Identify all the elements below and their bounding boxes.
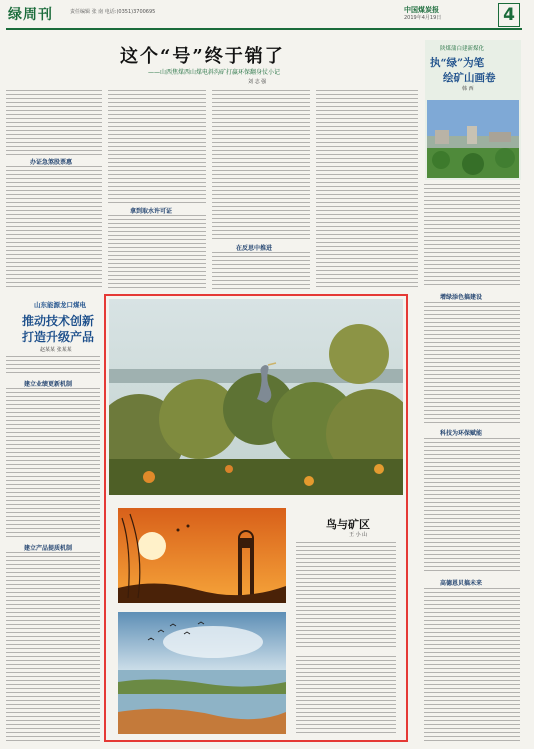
main-section-title-2: 拿到取水许可证 (130, 208, 173, 215)
right-text-d (424, 588, 520, 742)
main-author: 刘 志 强 (248, 79, 267, 85)
photo-essay-author: 王 小 山 (349, 532, 368, 538)
heron-photo (109, 299, 403, 495)
right-section-title-1: 增绿添色搞建设 (440, 294, 483, 301)
page-number: 4 (498, 3, 520, 27)
main-text-col2b (108, 215, 206, 290)
left-feature-kicker: 山东能源龙口煤电 (34, 301, 86, 309)
right-section-title-2: 科技为环保赋能 (440, 430, 483, 437)
right-text-c (424, 438, 520, 574)
right-feature-title-line2: 绘矿山画卷 (443, 72, 496, 84)
main-subhead: ——山西焦煤西山煤电斜沟矿打赢环保翻身仗小记 (148, 69, 281, 76)
main-section-title-1: 办证急煞股票惠 (30, 159, 73, 166)
right-feature-title-line1: 执“绿”为笔 (430, 57, 485, 69)
section-name: 绿周刊 (8, 7, 53, 23)
right-section-title-3: 高德恩贝搞未来 (440, 580, 483, 587)
right-feature-author: 韩 西 (462, 86, 474, 92)
wetland-birds-photo (118, 612, 286, 734)
main-text-col1a (6, 90, 102, 156)
main-section-title-3: 在反思中推进 (236, 245, 273, 252)
photo-essay-text-b (296, 656, 396, 736)
right-text-b (424, 302, 520, 424)
left-section-title-2: 建立产品提质机制 (24, 545, 73, 552)
right-text-a (424, 184, 520, 288)
header-rule (6, 28, 522, 30)
left-text-b (6, 388, 100, 540)
left-text-a (6, 356, 100, 376)
main-text-col2a (108, 90, 206, 204)
left-section-title-1: 建立业绩更新机制 (24, 381, 73, 388)
sunset-headframe-photo (118, 508, 286, 603)
photo-essay-text-a (296, 542, 396, 650)
left-feature-title-line2: 打造升级产品 (22, 330, 95, 344)
main-text-col3a (212, 90, 310, 240)
main-text-col4 (316, 90, 418, 290)
paper-name: 中国煤炭报 (404, 5, 439, 14)
left-text-c (6, 552, 100, 742)
photo-essay-title: 鸟与矿区 (326, 518, 370, 531)
editor-info: 责任编辑 张 南 电话:(0351)3700695 (70, 9, 156, 15)
left-feature-author: 赵某某 张某某 (40, 347, 72, 353)
main-text-col3b (212, 252, 310, 290)
right-feature-kicker: 陕煤蒲白建新煤化 (440, 46, 485, 52)
left-feature-title-line1: 推动技术创新 (22, 314, 95, 328)
main-headline: 这个“号”终于销了 (120, 46, 285, 67)
mine-landscape-photo (427, 100, 519, 178)
main-text-col1b (6, 166, 102, 290)
issue-date: 2019年4月19日 (404, 15, 442, 21)
